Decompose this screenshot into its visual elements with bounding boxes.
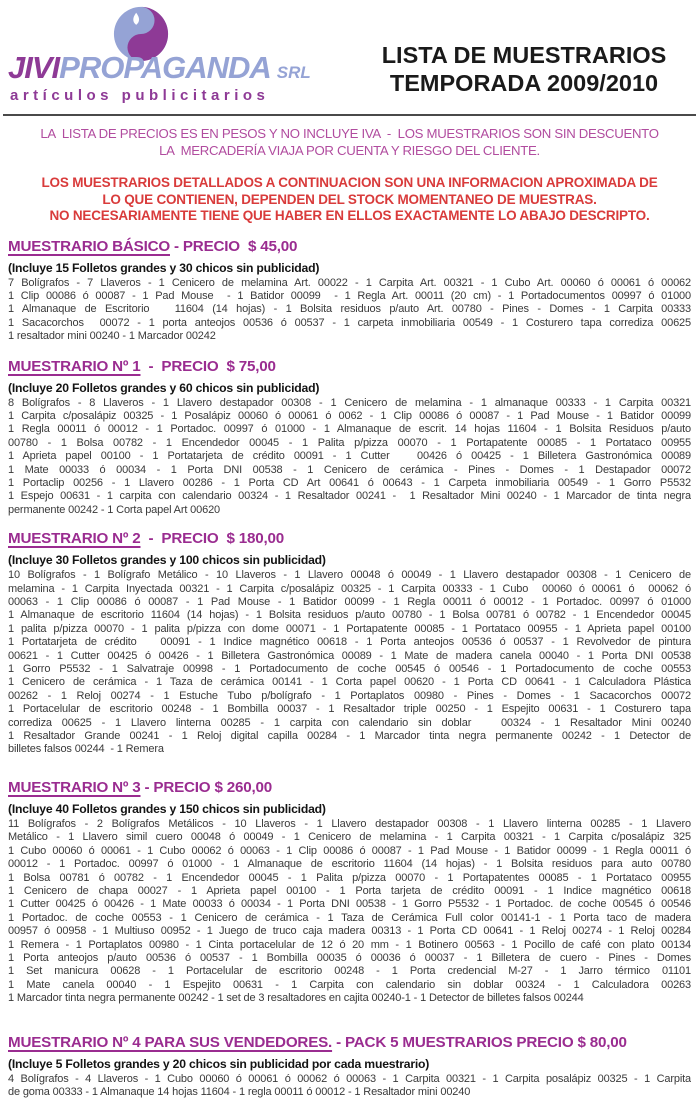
header: [0, 0, 699, 114]
body-line: 00957 ó 00958 - 1 Multiuso 00952 - 1 Juego de truco caja madera 00313 - 1 Porta CD 00641 - 1 Reloj 00274 - 1 Reloj 00284: [8, 925, 691, 938]
body-line: 1 Clip 00086 ó 00087 - 1 Pad Mouse - 1 Batidor 00099 - 1 Regla Art. 00011 (20 cm) - 1 Portadocumentos 00997 ó 01000: [8, 289, 691, 302]
body-line: corrediza 00625 - 1 Llavero linterna 00285 - 1 carpita con calendario sin doblar 00324 - 1 Resaltador Mini 00240: [8, 716, 691, 729]
body-line: 1 Sacacorchos 00072 - 1 porta anteojos 00536 ó 00537 - 1 carpeta inmobiliaria 00549 - 1 Costurero tapa corrediza 00625: [8, 316, 691, 329]
muestrario-section: [8, 530, 691, 757]
body-line: melamina - 1 Carpita Inyectada 00321 - 1 Carpita c/posalápiz 00325 - 1 Carpita 00333 - 1 Cubo 00060 ó 00061 ó 00062 ó: [8, 582, 691, 595]
body-line: 1 Gorro P5532 - 1 Salvatraje 00998 - 1 Portadocumento de coche 00545 ó 00546 - 1 Portadocumento de coche 00553: [8, 663, 691, 676]
section-title-price: - PACK 5 MUESTRARIOS PRECIO $ 80,00: [332, 1033, 627, 1051]
section-title-name: MUESTRARIO Nº 3: [8, 778, 141, 796]
section-title-price: - PRECIO $ 45,00: [169, 237, 298, 255]
body-line: permanente 00242 - 1 Corta papel Art 00620: [8, 503, 221, 516]
body-line: 1 Almanaque de escritorio 11604 (14 hojas) - 1 Bolsita residuos p/auto 00780 - 1 Bolsa 00781 ó 00782 - 1 Encendedor 00045: [8, 609, 691, 622]
body-line: de goma 00333 - 1 Almanaque 14 hojas 11604 - 1 regla 00011 ó 00012 - 1 Resaltador mini 00240: [8, 1085, 471, 1098]
body-line: 1 Set manicura 00628 - 1 Portacelular de escritorio 00248 - 1 Porta credencial M-27 - 1 Jarro térmico 01101: [8, 965, 691, 978]
body-line: 1 Mate canela 00040 - 1 Espejito 00631 - 1 Carpita con calendario sin doblar 00324 - 1 Calculadora 00263: [8, 978, 691, 991]
body-line: 1 Porta anteojos p/auto 00536 ó 00537 - 1 Bombilla 00035 ó 00036 ó 00037 - 1 Billetera de cuero - Pines - Domes: [8, 951, 691, 964]
body-line: 11 Bolígrafos - 2 Bolígrafos Metálicos - 10 Llaveros - 1 Llavero destapador 00308 - 1 Llavero linterna 00285 - 1 Llavero: [8, 817, 691, 830]
section-body: [8, 277, 691, 344]
body-line: 00621 - 1 Cutter 00425 ó 00426 - 1 Billetera Gastronómica 00089 - 1 Mate de madera canela 00040 - 1 Porta DNI 00538: [8, 649, 691, 662]
body-line: 1 Cenicero de chapa 00027 - 1 Aprieta papel 00100 - 1 Porta tarjeta de crédito 00091 - 1 Indice magnético 00618: [8, 884, 691, 897]
section-title: [8, 779, 691, 796]
sections: [0, 238, 699, 1100]
body-line: 1 Portaclip 00256 - 1 Llavero 00286 - 1 Porta CD Art 00641 ó 00643 - 1 Carpeta inmobiliaria 00549 - 1 Gorro P5532: [8, 476, 691, 489]
body-line: 1 resaltador mini 00240 - 1 Marcador 00242: [8, 330, 216, 343]
muestrario-section: [8, 238, 691, 344]
section-title-price: - PRECIO $ 180,00: [140, 530, 285, 548]
section-body: [8, 1073, 691, 1100]
body-line: 10 Bolígrafos - 1 Bolígrafo Metálico - 10 Llaveros - 1 Llavero 00048 ó 00049 - 1 Llavero destapador 00308 - 1 Cenicero de: [8, 569, 691, 582]
section-title-name: MUESTRARIO Nº 4 PARA SUS VENDEDORES.: [8, 1033, 333, 1051]
pricing-notice-line: LA LISTA DE PRECIOS ES EN PESOS Y NO INCLUYE IVA - LOS MUESTRARIOS SON SIN DESCUENTO: [40, 126, 659, 141]
body-line: 1 Resaltador Grande 00241 - 1 Reloj digital capilla 00284 - 1 Marcador tinta negra permanente 00242 - 1 Detector de: [8, 730, 691, 743]
section-body: [8, 569, 691, 757]
section-body: [8, 818, 691, 1006]
section-subtitle: (Incluye 30 Folletos grandes y 100 chicos sin publicidad): [8, 553, 326, 568]
section-title-name: MUESTRARIO BÁSICO: [8, 237, 170, 255]
section-title: [8, 358, 691, 375]
page-title-line2: TEMPORADA 2009/2010: [389, 70, 659, 96]
body-line: 00780 - 1 Bolsa 00782 - 1 Encendedor 00045 - 1 Palita p/pizza 00070 - 1 Portapatente 00085 - 1 Portataco 00955: [8, 436, 691, 449]
disclaimer-notice-line: LOS MUESTRARIOS DETALLADOS A CONTINUACION SON UNA INFORMACION APROXIMADA DE: [41, 175, 658, 190]
section-title: [8, 1034, 691, 1051]
section-title: [8, 530, 691, 547]
brand-line: [8, 50, 311, 86]
body-line: 8 Bolígrafos - 8 Llaveros - 1 Llavero destapador 00308 - 1 Cenicero de melamina - 1 almanaque 00333 - 1 Carpita 00321: [8, 396, 691, 409]
body-line: 1 Cubo 00060 ó 00061 - 1 Cubo 00062 ó 00063 - 1 Clip 00086 ó 00087 - 1 Pad Mouse - 1 Batidor 00099 - 1 Regla 00011 ó: [8, 844, 691, 857]
section-body: [8, 397, 691, 518]
body-line: 1 Espejo 00631 - 1 carpita con calendario 00324 - 1 Resaltador 00241 - 1 Resaltador Mini 00240 - 1 Marcador de tinta negra: [8, 490, 691, 503]
body-line: 1 palita p/pizza 00070 - 1 palita p/pizza con dome 00071 - 1 Portapatente 00085 - 1 Portataco 00955 - 1 Aprieta papel 00100: [8, 622, 691, 635]
section-subtitle: (Incluye 5 Folletos grandes y 20 chicos sin publicidad por cada muestrario): [8, 1056, 430, 1071]
pricing-notice: [0, 126, 699, 159]
body-line: 1 Portatarjeta de crédito 00091 - 1 Indice magnético 00618 - 1 Porta anteojos 00536 ó 00537 - 1 Revolvedor de pintura: [8, 636, 691, 649]
brand-tagline: artículos publicitarios: [10, 87, 270, 104]
body-line: 1 Bolsa 00781 ó 00782 - 1 Encendedor 00045 - 1 Palita p/pizza 00070 - 1 Portapatentes 00085 - 1 Portataco 00955: [8, 871, 691, 884]
body-line: 1 Remera - 1 Portaplatos 00980 - 1 Cinta portacelular de 12 ó 20 mm - 1 Botinero 00563 - 1 Pocillo de café con plato 00134: [8, 938, 691, 951]
body-line: 1 Portadoc. de coche 00553 - 1 Cenicero de cerámica - 1 Taza de Cerámica Full color 00141-1 - 1 Porta taco de madera: [8, 911, 691, 924]
page-title-line1: LISTA DE MUESTRARIOS: [381, 42, 667, 68]
disclaimer-notice: [0, 175, 699, 225]
disclaimer-notice-line: LO QUE CONTIENEN, DEPENDEN DEL STOCK MOMENTANEO DE MUESTRAS.: [102, 191, 597, 207]
muestrario-section: [8, 1034, 691, 1100]
body-line: 1 Mate 00033 ó 00034 - 1 Porta DNI 00538 - 1 Cenicero de cerámica - Pines - Domes - 1 Destapador 00072: [8, 463, 691, 476]
body-line: 1 Almanaque de Escritorio 11604 (14 hojas) - 1 Bolsita residuos p/auto Art. 00780 - Pines - Domes - 1 Carpita 00333: [8, 303, 691, 316]
section-title-price: - PRECIO $ 75,00: [140, 357, 276, 375]
body-line: 1 Regla 00011 ó 00012 - 1 Portadoc. 00997 ó 01000 - 1 Almanaque de escrit. 14 hojas 11604 - 1 Bolsita Residuos p/auto: [8, 423, 691, 436]
body-line: 1 Aprieta papel 00100 - 1 Portatarjeta de crédito 00091 - 1 Cutter 00426 ó 00425 - 1 Billetera Gastronómica 00089: [8, 450, 691, 463]
body-line: 4 Bolígrafos - 4 Llaveros - 1 Cubo 00060 ó 00061 ó 00062 ó 00063 - 1 Carpita 00321 - 1 Carpita posalápiz 00325 - 1 Carpita: [8, 1072, 691, 1085]
section-subtitle: (Incluye 20 Folletos grandes y 60 chicos sin publicidad): [8, 380, 320, 395]
body-line: 7 Bolígrafos - 7 Llaveros - 1 Cenicero de melamina Art. 00022 - 1 Carpita Art. 00321 - 1 Cubo Art. 00060 ó 00061 ó 00062: [8, 276, 691, 289]
disclaimer-notice-line: NO NECESARIAMENTE TIENE QUE HABER EN ELLOS EXACTAMENTE LO ABAJO DESCRIPTO.: [49, 208, 650, 223]
page-title: [359, 41, 689, 97]
brand-srl: SRL: [276, 63, 311, 82]
section-title-price: - PRECIO $ 260,00: [140, 778, 272, 796]
body-line: 00012 - 1 Portadoc. 00997 ó 01000 - 1 Almanaque de escritorio 11604 (14 hojas) - 1 Bolsita residuos para auto 00780: [8, 858, 691, 871]
brand-jivi: JIVI: [8, 50, 60, 85]
section-subtitle: (Incluye 15 Folletos grandes y 30 chicos sin publicidad): [8, 260, 320, 275]
header-divider: [3, 114, 696, 116]
body-line: billetes falsos 00244 - 1 Remera: [8, 743, 164, 756]
pricing-notice-line: LA MERCADERÍA VIAJA POR CUENTA Y RIESGO DEL CLIENTE.: [159, 142, 540, 158]
brand-propaganda: PROPAGANDA: [59, 50, 271, 85]
muestrario-section: [8, 779, 691, 1006]
section-title-name: MUESTRARIO Nº 1: [8, 357, 141, 375]
body-line: 1 Cenicero de cerámica - 1 Taza de cerámica 00141 - 1 Corta papel 00620 - 1 Porta CD 00641 - 1 Calculadora Plástica: [8, 676, 691, 689]
body-line: 1 Carpita c/posalápiz 00325 - 1 Posalápiz 00060 ó 00061 ó 0062 - 1 Clip 00086 ó 00087 - 1 Pad Mouse - 1 Batidor 00099: [8, 409, 691, 422]
body-line: Metálico - 1 Llavero simil cuero 00048 ó 00049 - 1 Cenicero de melamina - 1 Carpita 00321 - 1 Carpita c/posalápiz 325: [8, 831, 691, 844]
body-line: 1 Cutter 00425 ó 00426 - 1 Mate 00033 ó 00034 - 1 Porta DNI 00538 - 1 Gorro P5532 - 1 Portadoc. de coche 00545 ó 00546: [8, 898, 691, 911]
body-line: 1 Portacelular de escritorio 00248 - 1 Bombilla 00037 - 1 Resaltador triple 00250 - 1 Espejito 00631 - 1 Costurero tapa: [8, 703, 691, 716]
body-line: 00262 - 1 Reloj 00274 - 1 Estuche Tubo p/bolígrafo - 1 Portaplatos 00980 - Pines - Domes - 1 Sacacorchos 00072: [8, 689, 691, 702]
body-line: 1 Marcador tinta negra permanente 00242 - 1 set de 3 resaltadores en cajita 00240-1 - 1 Detector de billetes falsos 00244: [8, 992, 584, 1005]
section-subtitle: (Incluye 40 Folletos grandes y 150 chicos sin publicidad): [8, 801, 326, 816]
section-title-name: MUESTRARIO Nº 2: [8, 530, 141, 548]
body-line: 00063 - 1 Clip 00086 ó 00087 - 1 Pad Mouse - 1 Batidor 00099 - 1 Regla 00011 ó 00012 - 1 Portadoc. 00997 ó 01000: [8, 596, 691, 608]
muestrario-section: [8, 358, 691, 518]
section-title: [8, 238, 691, 255]
